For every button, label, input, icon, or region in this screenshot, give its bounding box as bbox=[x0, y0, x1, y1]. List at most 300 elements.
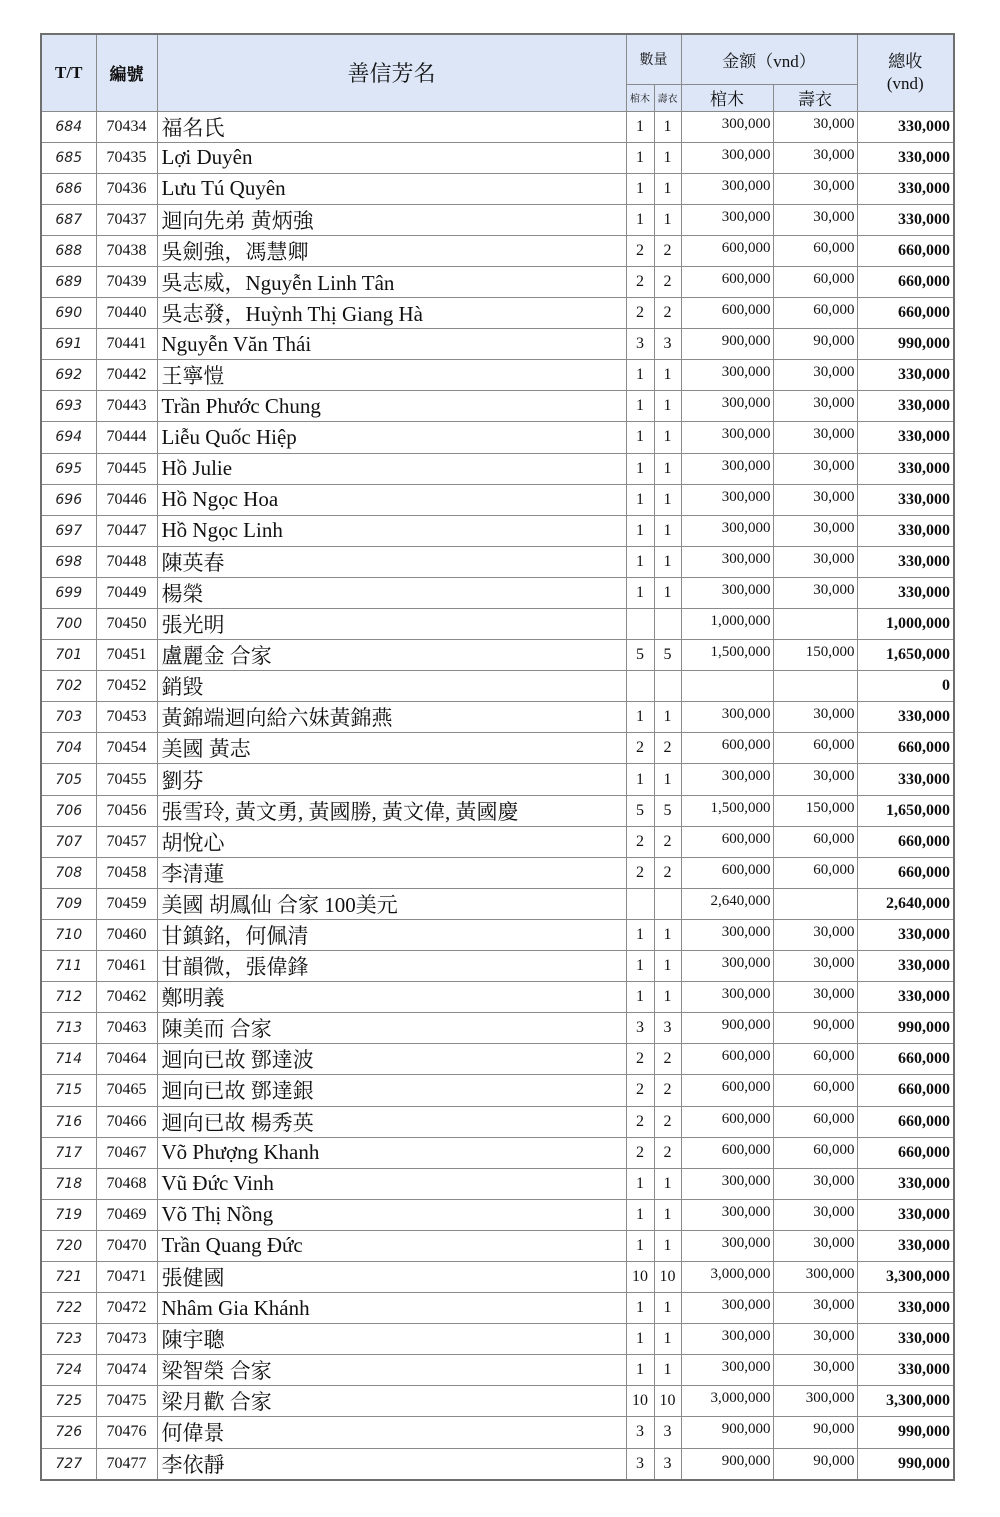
donation-code: 70453 bbox=[96, 702, 157, 733]
donor-name: Vũ Đức Vinh bbox=[157, 1168, 626, 1199]
donation-code: 70454 bbox=[96, 733, 157, 764]
amount-shroud: 60,000 bbox=[773, 826, 857, 857]
donation-code: 70475 bbox=[96, 1386, 157, 1417]
table-row bbox=[41, 857, 954, 888]
qty-coffin bbox=[626, 609, 654, 640]
amount-coffin: 300,000 bbox=[681, 951, 773, 982]
donation-code: 70455 bbox=[96, 764, 157, 795]
row-number: 720 bbox=[41, 1230, 96, 1261]
amount-shroud bbox=[773, 609, 857, 640]
table-row bbox=[41, 1355, 954, 1386]
qty-shroud: 1 bbox=[654, 173, 681, 204]
table-row bbox=[41, 111, 954, 142]
header-tt: T/T bbox=[41, 34, 96, 111]
amount-coffin: 300,000 bbox=[681, 1293, 773, 1324]
qty-coffin: 1 bbox=[626, 360, 654, 391]
amount-shroud: 30,000 bbox=[773, 142, 857, 173]
qty-shroud: 1 bbox=[654, 453, 681, 484]
total-amount: 1,000,000 bbox=[857, 609, 954, 640]
table-row bbox=[41, 1448, 954, 1480]
donor-name: Lưu Tú Quyên bbox=[157, 173, 626, 204]
row-number: 711 bbox=[41, 951, 96, 982]
amount-coffin: 300,000 bbox=[681, 1355, 773, 1386]
total-amount: 330,000 bbox=[857, 1168, 954, 1199]
donation-code: 70457 bbox=[96, 826, 157, 857]
qty-coffin: 1 bbox=[626, 484, 654, 515]
donor-name: 王寧愷 bbox=[157, 360, 626, 391]
table-row bbox=[41, 826, 954, 857]
row-number: 691 bbox=[41, 329, 96, 360]
qty-coffin: 1 bbox=[626, 142, 654, 173]
row-number: 707 bbox=[41, 826, 96, 857]
total-amount: 330,000 bbox=[857, 1293, 954, 1324]
table-row bbox=[41, 235, 954, 266]
qty-coffin: 1 bbox=[626, 919, 654, 950]
amount-shroud: 30,000 bbox=[773, 360, 857, 391]
header-total bbox=[857, 34, 954, 111]
amount-shroud: 60,000 bbox=[773, 1106, 857, 1137]
header-amount: 金额（vnd） bbox=[681, 34, 857, 84]
donor-name: 黃錦端迴向給六妹黃錦燕 bbox=[157, 702, 626, 733]
row-number: 689 bbox=[41, 266, 96, 297]
row-number: 726 bbox=[41, 1417, 96, 1448]
donor-name: 梁智榮 合家 bbox=[157, 1355, 626, 1386]
amount-shroud: 60,000 bbox=[773, 266, 857, 297]
donation-code: 70445 bbox=[96, 453, 157, 484]
amount-shroud: 150,000 bbox=[773, 795, 857, 826]
donation-code: 70466 bbox=[96, 1106, 157, 1137]
header-total-label: 總收 bbox=[888, 51, 923, 71]
amount-coffin: 600,000 bbox=[681, 235, 773, 266]
donor-name: 吳志發，Huỳnh Thị Giang Hà bbox=[157, 298, 626, 329]
amount-shroud: 90,000 bbox=[773, 1013, 857, 1044]
qty-shroud: 1 bbox=[654, 360, 681, 391]
total-amount: 330,000 bbox=[857, 422, 954, 453]
amount-coffin: 2,640,000 bbox=[681, 888, 773, 919]
qty-shroud: 1 bbox=[654, 484, 681, 515]
table-row bbox=[41, 1386, 954, 1417]
total-amount: 660,000 bbox=[857, 1106, 954, 1137]
table-row bbox=[41, 888, 954, 919]
row-number: 712 bbox=[41, 982, 96, 1013]
row-number: 699 bbox=[41, 577, 96, 608]
amount-coffin: 300,000 bbox=[681, 577, 773, 608]
amount-shroud: 300,000 bbox=[773, 1261, 857, 1292]
table-row bbox=[41, 1199, 954, 1230]
amount-shroud: 90,000 bbox=[773, 329, 857, 360]
total-amount: 660,000 bbox=[857, 826, 954, 857]
amount-coffin: 300,000 bbox=[681, 173, 773, 204]
amount-coffin: 900,000 bbox=[681, 1417, 773, 1448]
total-amount: 330,000 bbox=[857, 1355, 954, 1386]
qty-shroud: 3 bbox=[654, 1417, 681, 1448]
table-row bbox=[41, 919, 954, 950]
donation-code: 70467 bbox=[96, 1137, 157, 1168]
row-number: 695 bbox=[41, 453, 96, 484]
donation-code: 70462 bbox=[96, 982, 157, 1013]
qty-coffin: 1 bbox=[626, 204, 654, 235]
header-quantity: 數量 bbox=[626, 34, 681, 84]
qty-coffin: 2 bbox=[626, 1044, 654, 1075]
total-amount: 330,000 bbox=[857, 1324, 954, 1355]
row-number: 690 bbox=[41, 298, 96, 329]
donor-name: 迴向已故 楊秀英 bbox=[157, 1106, 626, 1137]
donation-code: 70465 bbox=[96, 1075, 157, 1106]
amount-shroud: 30,000 bbox=[773, 391, 857, 422]
donor-name: Nhâm Gia Khánh bbox=[157, 1293, 626, 1324]
donation-code: 70471 bbox=[96, 1261, 157, 1292]
amount-coffin: 300,000 bbox=[681, 515, 773, 546]
total-amount: 660,000 bbox=[857, 298, 954, 329]
qty-shroud: 1 bbox=[654, 982, 681, 1013]
donation-code: 70458 bbox=[96, 857, 157, 888]
qty-coffin: 2 bbox=[626, 1075, 654, 1106]
total-amount: 330,000 bbox=[857, 577, 954, 608]
donation-code: 70464 bbox=[96, 1044, 157, 1075]
amount-shroud: 30,000 bbox=[773, 1355, 857, 1386]
row-number: 703 bbox=[41, 702, 96, 733]
donation-code: 70438 bbox=[96, 235, 157, 266]
total-amount: 330,000 bbox=[857, 515, 954, 546]
qty-coffin: 1 bbox=[626, 546, 654, 577]
qty-coffin: 2 bbox=[626, 826, 654, 857]
row-number: 721 bbox=[41, 1261, 96, 1292]
qty-coffin: 2 bbox=[626, 266, 654, 297]
qty-coffin: 1 bbox=[626, 1324, 654, 1355]
amount-coffin: 300,000 bbox=[681, 204, 773, 235]
row-number: 713 bbox=[41, 1013, 96, 1044]
header-qty-shroud: 壽衣 bbox=[654, 84, 681, 111]
donation-code: 70461 bbox=[96, 951, 157, 982]
qty-shroud: 5 bbox=[654, 640, 681, 671]
total-amount: 990,000 bbox=[857, 1417, 954, 1448]
amount-coffin: 1,500,000 bbox=[681, 795, 773, 826]
qty-shroud: 1 bbox=[654, 577, 681, 608]
total-amount: 330,000 bbox=[857, 173, 954, 204]
table-row bbox=[41, 422, 954, 453]
qty-shroud: 2 bbox=[654, 1075, 681, 1106]
qty-coffin: 1 bbox=[626, 422, 654, 453]
total-amount: 0 bbox=[857, 671, 954, 702]
donation-code: 70446 bbox=[96, 484, 157, 515]
donation-code: 70437 bbox=[96, 204, 157, 235]
row-number: 692 bbox=[41, 360, 96, 391]
total-amount: 330,000 bbox=[857, 919, 954, 950]
table-row bbox=[41, 764, 954, 795]
total-amount: 660,000 bbox=[857, 1137, 954, 1168]
donation-code: 70459 bbox=[96, 888, 157, 919]
header-qty-coffin: 棺木 bbox=[626, 84, 654, 111]
table-row bbox=[41, 266, 954, 297]
qty-coffin: 2 bbox=[626, 1137, 654, 1168]
donation-code: 70448 bbox=[96, 546, 157, 577]
amount-coffin: 300,000 bbox=[681, 484, 773, 515]
header-amount-coffin: 棺木 bbox=[681, 84, 773, 111]
donation-code: 70456 bbox=[96, 795, 157, 826]
donor-name: 甘鎮銘，何佩清 bbox=[157, 919, 626, 950]
total-amount: 330,000 bbox=[857, 1230, 954, 1261]
donor-name: 陳美而 合家 bbox=[157, 1013, 626, 1044]
total-amount: 330,000 bbox=[857, 453, 954, 484]
qty-coffin: 1 bbox=[626, 1355, 654, 1386]
qty-coffin: 1 bbox=[626, 1168, 654, 1199]
table-row bbox=[41, 204, 954, 235]
qty-shroud: 2 bbox=[654, 1106, 681, 1137]
donation-code: 70470 bbox=[96, 1230, 157, 1261]
total-amount: 990,000 bbox=[857, 1448, 954, 1480]
table-row bbox=[41, 982, 954, 1013]
donor-name: 銷毀 bbox=[157, 671, 626, 702]
table-row bbox=[41, 1293, 954, 1324]
amount-shroud: 60,000 bbox=[773, 857, 857, 888]
qty-shroud: 5 bbox=[654, 795, 681, 826]
qty-shroud: 1 bbox=[654, 919, 681, 950]
qty-shroud: 1 bbox=[654, 1168, 681, 1199]
qty-shroud: 1 bbox=[654, 391, 681, 422]
amount-shroud: 90,000 bbox=[773, 1448, 857, 1480]
qty-coffin bbox=[626, 671, 654, 702]
amount-shroud: 30,000 bbox=[773, 484, 857, 515]
total-amount: 660,000 bbox=[857, 1075, 954, 1106]
amount-shroud: 60,000 bbox=[773, 1075, 857, 1106]
qty-coffin: 3 bbox=[626, 329, 654, 360]
donor-name: Lợi Duyên bbox=[157, 142, 626, 173]
total-amount: 330,000 bbox=[857, 1199, 954, 1230]
qty-coffin: 2 bbox=[626, 857, 654, 888]
total-amount: 3,300,000 bbox=[857, 1386, 954, 1417]
row-number: 722 bbox=[41, 1293, 96, 1324]
qty-coffin: 1 bbox=[626, 515, 654, 546]
total-amount: 330,000 bbox=[857, 546, 954, 577]
donation-code: 70440 bbox=[96, 298, 157, 329]
qty-coffin: 1 bbox=[626, 453, 654, 484]
donor-name: 吳志威，Nguyễn Linh Tân bbox=[157, 266, 626, 297]
amount-coffin: 1,500,000 bbox=[681, 640, 773, 671]
donor-name: 美國 胡鳳仙 合家 100美元 bbox=[157, 888, 626, 919]
donor-name: 盧麗金 合家 bbox=[157, 640, 626, 671]
qty-coffin: 3 bbox=[626, 1013, 654, 1044]
amount-shroud: 150,000 bbox=[773, 640, 857, 671]
amount-coffin: 300,000 bbox=[681, 391, 773, 422]
donation-code: 70449 bbox=[96, 577, 157, 608]
qty-coffin: 2 bbox=[626, 1106, 654, 1137]
row-number: 696 bbox=[41, 484, 96, 515]
qty-shroud: 2 bbox=[654, 298, 681, 329]
donor-name: Nguyễn Văn Thái bbox=[157, 329, 626, 360]
donor-name: 鄭明義 bbox=[157, 982, 626, 1013]
donor-name: 甘韻微，張偉鋒 bbox=[157, 951, 626, 982]
amount-shroud: 30,000 bbox=[773, 577, 857, 608]
row-number: 694 bbox=[41, 422, 96, 453]
amount-coffin: 300,000 bbox=[681, 1168, 773, 1199]
amount-shroud: 30,000 bbox=[773, 1293, 857, 1324]
table-row bbox=[41, 1106, 954, 1137]
total-amount: 660,000 bbox=[857, 857, 954, 888]
amount-coffin bbox=[681, 671, 773, 702]
qty-shroud: 1 bbox=[654, 764, 681, 795]
amount-shroud: 30,000 bbox=[773, 919, 857, 950]
donor-name: Hồ Julie bbox=[157, 453, 626, 484]
table-row bbox=[41, 733, 954, 764]
table-row bbox=[41, 1324, 954, 1355]
row-number: 686 bbox=[41, 173, 96, 204]
total-amount: 990,000 bbox=[857, 329, 954, 360]
total-amount: 330,000 bbox=[857, 142, 954, 173]
donor-name: Võ Phượng Khanh bbox=[157, 1137, 626, 1168]
donation-code: 70468 bbox=[96, 1168, 157, 1199]
donation-code: 70442 bbox=[96, 360, 157, 391]
donation-code: 70477 bbox=[96, 1448, 157, 1480]
qty-coffin: 1 bbox=[626, 111, 654, 142]
donation-code: 70435 bbox=[96, 142, 157, 173]
donation-code: 70476 bbox=[96, 1417, 157, 1448]
qty-coffin: 1 bbox=[626, 1230, 654, 1261]
qty-coffin: 1 bbox=[626, 391, 654, 422]
amount-coffin: 300,000 bbox=[681, 764, 773, 795]
amount-shroud: 30,000 bbox=[773, 546, 857, 577]
qty-shroud: 10 bbox=[654, 1261, 681, 1292]
donation-code: 70447 bbox=[96, 515, 157, 546]
qty-coffin: 1 bbox=[626, 951, 654, 982]
table-header bbox=[41, 34, 954, 111]
amount-shroud bbox=[773, 671, 857, 702]
total-amount: 330,000 bbox=[857, 111, 954, 142]
donor-name: 張雪玲, 黃文勇, 黃國勝, 黃文偉, 黃國慶 bbox=[157, 795, 626, 826]
qty-shroud: 1 bbox=[654, 515, 681, 546]
amount-coffin: 300,000 bbox=[681, 1199, 773, 1230]
amount-shroud: 30,000 bbox=[773, 515, 857, 546]
donor-name: 美國 黃志 bbox=[157, 733, 626, 764]
amount-coffin: 300,000 bbox=[681, 546, 773, 577]
donor-name: 迴向先弟 黄炳強 bbox=[157, 204, 626, 235]
qty-shroud bbox=[654, 888, 681, 919]
donor-name: 梁月歡 合家 bbox=[157, 1386, 626, 1417]
table-body bbox=[41, 111, 954, 1480]
header-total-unit: (vnd) bbox=[886, 73, 924, 93]
donation-code: 70463 bbox=[96, 1013, 157, 1044]
qty-coffin: 2 bbox=[626, 298, 654, 329]
donor-name: 楊榮 bbox=[157, 577, 626, 608]
donation-code: 70472 bbox=[96, 1293, 157, 1324]
table-row bbox=[41, 360, 954, 391]
donation-code: 70443 bbox=[96, 391, 157, 422]
donor-name: 陳宇聰 bbox=[157, 1324, 626, 1355]
table-row bbox=[41, 795, 954, 826]
table-row bbox=[41, 1261, 954, 1292]
row-number: 718 bbox=[41, 1168, 96, 1199]
donation-code: 70473 bbox=[96, 1324, 157, 1355]
table-row bbox=[41, 515, 954, 546]
qty-shroud: 1 bbox=[654, 422, 681, 453]
row-number: 725 bbox=[41, 1386, 96, 1417]
qty-shroud: 1 bbox=[654, 702, 681, 733]
donor-name: 李依靜 bbox=[157, 1448, 626, 1480]
qty-coffin: 3 bbox=[626, 1417, 654, 1448]
donor-name: Liễu Quốc Hiệp bbox=[157, 422, 626, 453]
row-number: 708 bbox=[41, 857, 96, 888]
total-amount: 330,000 bbox=[857, 484, 954, 515]
table-row bbox=[41, 1417, 954, 1448]
table-row bbox=[41, 329, 954, 360]
donation-code: 70434 bbox=[96, 111, 157, 142]
amount-coffin: 300,000 bbox=[681, 702, 773, 733]
row-number: 698 bbox=[41, 546, 96, 577]
qty-coffin: 3 bbox=[626, 1448, 654, 1480]
row-number: 700 bbox=[41, 609, 96, 640]
amount-coffin: 300,000 bbox=[681, 422, 773, 453]
row-number: 684 bbox=[41, 111, 96, 142]
donor-name: 迴向已故 鄧達銀 bbox=[157, 1075, 626, 1106]
amount-coffin: 600,000 bbox=[681, 1075, 773, 1106]
donor-name: Hồ Ngọc Hoa bbox=[157, 484, 626, 515]
amount-coffin: 600,000 bbox=[681, 266, 773, 297]
amount-coffin: 600,000 bbox=[681, 1044, 773, 1075]
amount-shroud: 60,000 bbox=[773, 235, 857, 266]
amount-shroud: 300,000 bbox=[773, 1386, 857, 1417]
amount-shroud: 30,000 bbox=[773, 982, 857, 1013]
amount-shroud: 60,000 bbox=[773, 733, 857, 764]
donor-name: 迴向已故 鄧達波 bbox=[157, 1044, 626, 1075]
qty-coffin: 2 bbox=[626, 235, 654, 266]
table-row bbox=[41, 453, 954, 484]
amount-shroud: 30,000 bbox=[773, 422, 857, 453]
total-amount: 330,000 bbox=[857, 360, 954, 391]
amount-coffin: 300,000 bbox=[681, 1230, 773, 1261]
amount-shroud: 60,000 bbox=[773, 1137, 857, 1168]
amount-coffin: 600,000 bbox=[681, 1137, 773, 1168]
qty-coffin: 2 bbox=[626, 733, 654, 764]
donor-name: 吳劍強，馮慧卿 bbox=[157, 235, 626, 266]
table-row bbox=[41, 1044, 954, 1075]
row-number: 709 bbox=[41, 888, 96, 919]
amount-shroud: 30,000 bbox=[773, 1168, 857, 1199]
qty-shroud: 1 bbox=[654, 142, 681, 173]
row-number: 685 bbox=[41, 142, 96, 173]
table-row bbox=[41, 484, 954, 515]
row-number: 714 bbox=[41, 1044, 96, 1075]
table-row bbox=[41, 951, 954, 982]
amount-coffin: 300,000 bbox=[681, 360, 773, 391]
row-number: 710 bbox=[41, 919, 96, 950]
amount-shroud bbox=[773, 888, 857, 919]
amount-shroud: 30,000 bbox=[773, 453, 857, 484]
row-number: 688 bbox=[41, 235, 96, 266]
table-row bbox=[41, 1075, 954, 1106]
total-amount: 3,300,000 bbox=[857, 1261, 954, 1292]
qty-shroud: 3 bbox=[654, 329, 681, 360]
qty-coffin: 1 bbox=[626, 764, 654, 795]
donation-code: 70451 bbox=[96, 640, 157, 671]
amount-shroud: 30,000 bbox=[773, 764, 857, 795]
donor-name: 李清蓮 bbox=[157, 857, 626, 888]
donor-name: 劉芬 bbox=[157, 764, 626, 795]
qty-shroud: 1 bbox=[654, 1199, 681, 1230]
row-number: 716 bbox=[41, 1106, 96, 1137]
qty-shroud: 1 bbox=[654, 1324, 681, 1355]
donation-code: 70460 bbox=[96, 919, 157, 950]
donor-name: 陳英春 bbox=[157, 546, 626, 577]
donation-code: 70450 bbox=[96, 609, 157, 640]
header-name: 善信芳名 bbox=[157, 34, 626, 111]
amount-shroud: 30,000 bbox=[773, 702, 857, 733]
total-amount: 330,000 bbox=[857, 204, 954, 235]
qty-coffin bbox=[626, 888, 654, 919]
amount-coffin: 300,000 bbox=[681, 142, 773, 173]
qty-coffin: 1 bbox=[626, 702, 654, 733]
table-row bbox=[41, 702, 954, 733]
donor-name: 張光明 bbox=[157, 609, 626, 640]
qty-shroud: 3 bbox=[654, 1013, 681, 1044]
